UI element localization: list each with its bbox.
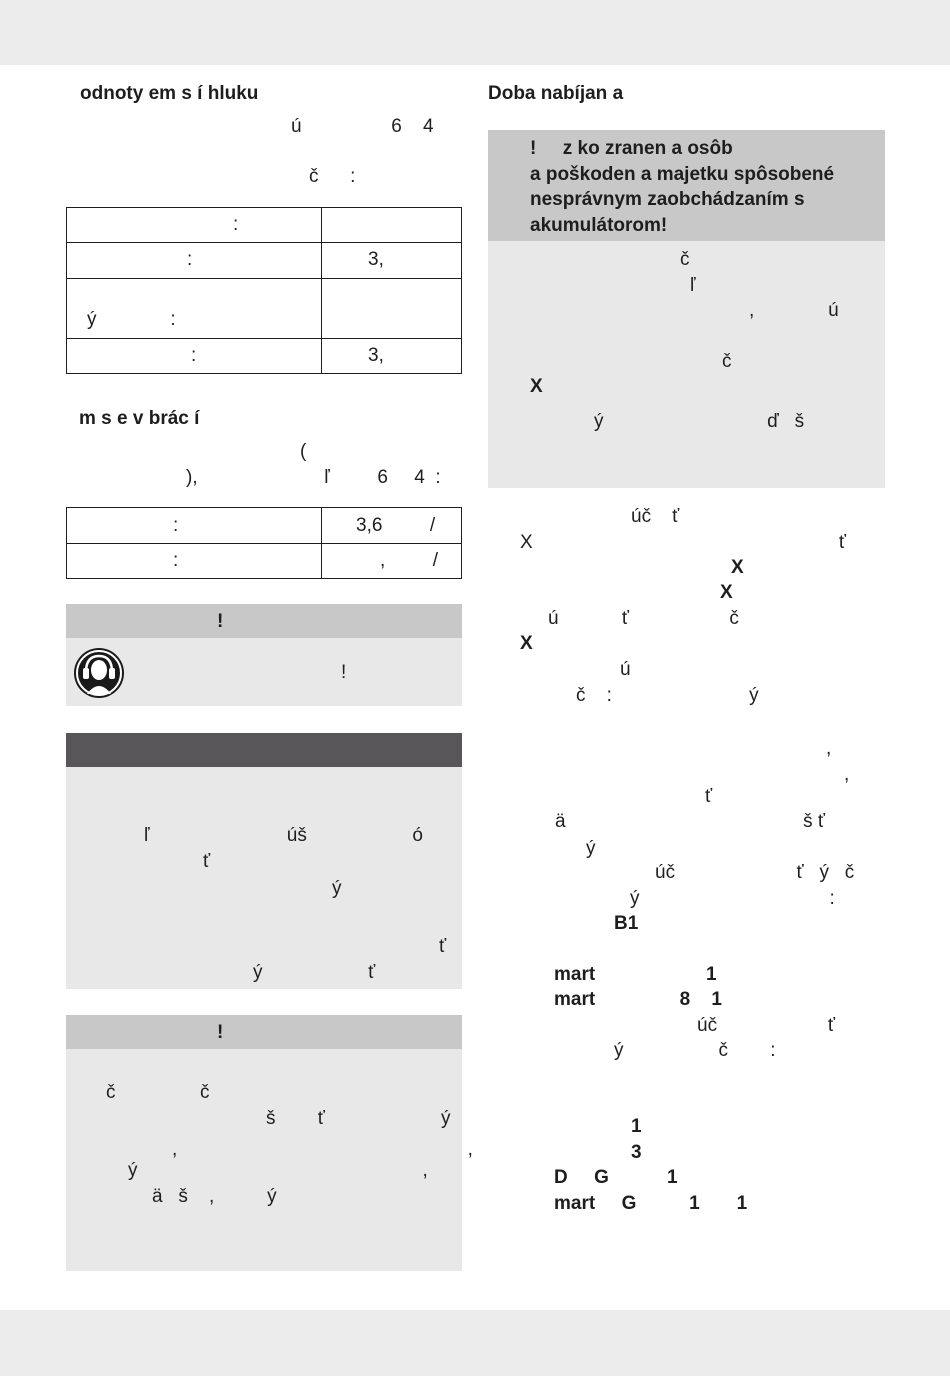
- table-cell: 3,: [322, 339, 462, 374]
- body-text-line: ú: [620, 659, 631, 680]
- body-text-line: X: [731, 557, 744, 578]
- table-cell: :: [67, 544, 322, 579]
- body-text-line: 3: [631, 1142, 642, 1163]
- table-cell: 3,: [322, 243, 462, 279]
- body-text-line: B1: [614, 913, 639, 934]
- body-text-line: 1: [631, 1116, 642, 1137]
- body-text-line: mart 8 1: [554, 989, 722, 1010]
- warning-title: !: [217, 1022, 224, 1043]
- charging-time-heading: Doba nabíjan a: [488, 83, 624, 104]
- body-text-line: úč ť ý č: [655, 862, 855, 883]
- info-box: [66, 733, 462, 989]
- body-text-line: D G 1: [554, 1167, 678, 1188]
- warning-text-line: ý ď š: [594, 411, 805, 432]
- table-cell: , /: [322, 544, 462, 579]
- warning-header: [488, 130, 885, 241]
- warning-text-line: č: [722, 351, 732, 372]
- battery-warning-title: ! z ko zranen a osôb a poškoden a majetku spôsobené nesprávnym zaobchádzaním s akumulátorom!: [530, 138, 835, 236]
- info-box-header: [66, 733, 462, 767]
- vibration-heading: m s e v brác í: [79, 408, 200, 429]
- battery-warning-box: [488, 130, 885, 488]
- warning-header: [66, 604, 462, 638]
- table-cell: :: [67, 339, 322, 374]
- warning-text-line: ľ: [690, 275, 696, 296]
- body-text-line: ý č :: [614, 1040, 776, 1061]
- table-row: [67, 279, 462, 339]
- table-row: [67, 544, 462, 579]
- info-text-line: ľ úš ó: [144, 825, 423, 846]
- table-cell: :: [67, 208, 322, 243]
- noise-values-table: [66, 207, 462, 374]
- caution-box: [66, 1015, 473, 1271]
- info-text-line: ť: [203, 851, 211, 872]
- table-row: [67, 339, 462, 374]
- caution-text-line: š ť ý: [266, 1108, 451, 1129]
- body-text-line: ý :: [630, 888, 835, 909]
- body-text-line: mart 1: [554, 964, 717, 985]
- caution-text-line: ä š , ý: [152, 1186, 277, 1207]
- info-text-line: ý: [332, 878, 342, 899]
- table-cell: :: [67, 243, 322, 279]
- vibration-text-line: ), ľ 6 4 :: [186, 467, 441, 488]
- info-text-line: ý ť: [253, 962, 376, 983]
- noise-emission-heading: odnoty em s í hluku: [80, 83, 259, 104]
- body-text-line: ä š ť: [555, 811, 826, 832]
- body-text-line: úč ť: [697, 1015, 836, 1036]
- body-text-line: X ť: [520, 532, 846, 553]
- table-cell: [322, 279, 462, 339]
- body-text-line: ý: [586, 838, 596, 859]
- table-cell: [322, 208, 462, 243]
- caution-text-line: , ,: [172, 1139, 473, 1160]
- table-row: [67, 208, 462, 243]
- warning-text-line: X: [530, 376, 543, 397]
- table-cell: 3,6 /: [322, 508, 462, 544]
- noise-text-line: ú 6 4: [291, 116, 434, 137]
- bottom-page-band: [0, 1310, 950, 1376]
- table-row: [67, 508, 462, 544]
- warning-text-line: č: [680, 249, 690, 270]
- table-cell: ý :: [67, 279, 322, 339]
- warning-text-line: , ú: [749, 300, 839, 321]
- body-text-line: ú ť č: [548, 608, 739, 629]
- body-text-line: ť: [705, 786, 713, 807]
- body-text-line: X: [720, 582, 733, 603]
- warning-title: !: [217, 611, 224, 632]
- hearing-warning-box: [66, 604, 462, 706]
- caution-text-line: č č: [106, 1082, 210, 1103]
- info-text-line: ť: [439, 936, 447, 957]
- warning-text: !: [341, 662, 347, 683]
- body-text-line: X: [520, 633, 533, 654]
- body-text-line: ,: [826, 738, 832, 759]
- body-text-line: ,: [844, 764, 850, 785]
- warning-header: [66, 1015, 462, 1049]
- noise-text-line: č :: [309, 166, 356, 187]
- ear-protection-icon: [74, 648, 124, 698]
- body-text-line: mart G 1 1: [554, 1193, 748, 1214]
- top-page-band: [0, 0, 950, 65]
- table-cell: :: [67, 508, 322, 544]
- caution-text-line: ý ,: [128, 1160, 428, 1181]
- body-text-line: úč ť: [631, 506, 680, 527]
- body-text-line: č : ý: [576, 685, 759, 706]
- vibration-values-table: [66, 507, 462, 579]
- vibration-text-line: (: [300, 441, 307, 462]
- table-row: [67, 243, 462, 279]
